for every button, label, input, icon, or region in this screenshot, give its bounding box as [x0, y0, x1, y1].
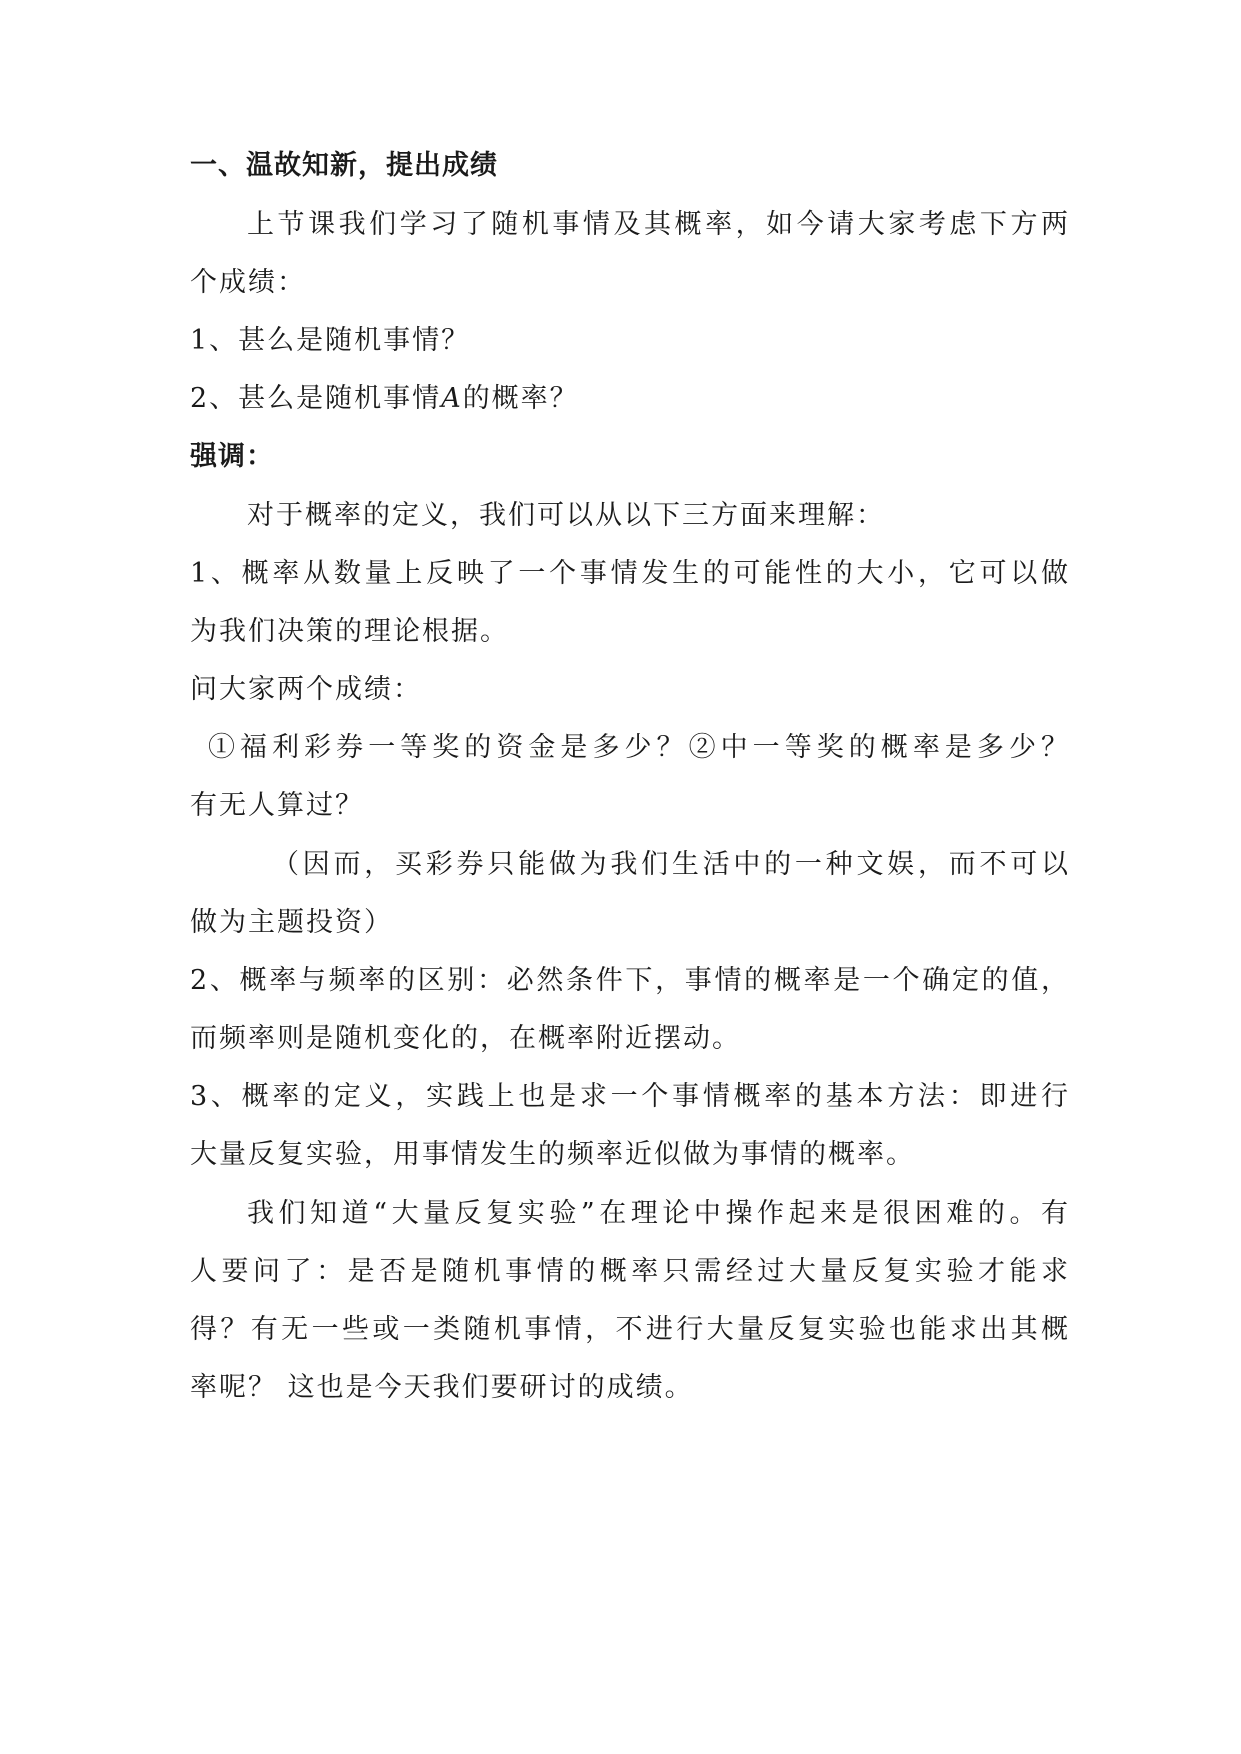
lottery-note-line-1: （因而，买彩券只能做为我们生活中的一种文娱，而不可以	[272, 849, 1070, 880]
point-2-line-1: 2、概率与频率的区别：必然条件下，事情的概率是一个确定的值，	[190, 965, 1070, 996]
point-3-line-1: 3、概率的定义，实践上也是求一个事情概率的基本方法：即进行	[190, 1081, 1070, 1112]
lottery-question-line-1: ①福利彩券一等奖的资金是多少？②中一等奖的概率是多少？	[208, 732, 1070, 763]
final-paragraph-line-2: 人要问了：是否是随机事情的概率只需经过大量反复实验才能求	[190, 1256, 1070, 1287]
question-2	[190, 381, 1070, 417]
lottery-note-line-2: 做为主题投资）	[190, 907, 393, 938]
ask-line: 问大家两个成绩：	[190, 674, 422, 705]
section-heading-emphasis: 强调：	[190, 441, 274, 472]
question-2-suffix: 的概率？	[462, 383, 579, 414]
point-1-line-2: 为我们决策的理论根据。	[190, 616, 509, 647]
final-paragraph-line-4: 率呢？ 这也是今天我们要研讨的成绩。	[190, 1372, 694, 1403]
final-paragraph-line-1: 我们知道“大量反复实验”在理论中操作起来是很困难的。有	[247, 1198, 1070, 1229]
event-variable: A	[441, 383, 463, 414]
intro-paragraph-line-1: 上节课我们学习了随机事情及其概率，如今请大家考虑下方两	[247, 209, 1070, 240]
question-2-prefix: 2、甚么是随机事情	[190, 383, 442, 414]
point-2-line-2: 而频率则是随机变化的，在概率附近摆动。	[190, 1023, 741, 1054]
intro-paragraph-line-2: 个成绩：	[190, 267, 306, 298]
section-heading-review: 一、温故知新，提出成绩	[190, 150, 498, 181]
point-3-line-2: 大量反复实验，用事情发生的频率近似做为事情的概率。	[190, 1139, 915, 1170]
question-1: 1、甚么是随机事情？	[190, 325, 471, 356]
point-1-line-1: 1、概率从数量上反映了一个事情发生的可能性的大小，它可以做	[190, 558, 1070, 589]
lottery-question-line-2: 有无人算过？	[190, 790, 364, 821]
definition-intro: 对于概率的定义，我们可以从以下三方面来理解：	[247, 500, 885, 531]
final-paragraph-line-3: 得？有无一些或一类随机事情，不进行大量反复实验也能求出其概	[190, 1314, 1070, 1345]
